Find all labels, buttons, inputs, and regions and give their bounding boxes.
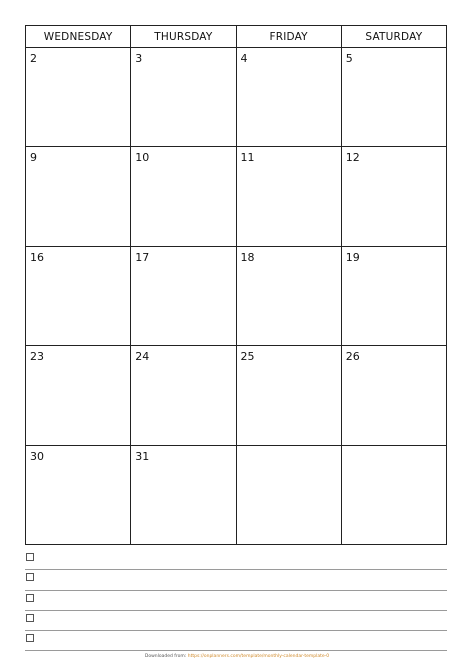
day-number: 3 — [135, 52, 143, 65]
note-line[interactable] — [25, 631, 447, 651]
day-cell — [236, 246, 341, 345]
day-number: 17 — [135, 250, 150, 264]
day-cell — [341, 48, 446, 147]
week-row — [26, 346, 447, 445]
day-number: 18 — [240, 250, 255, 264]
checkbox-icon[interactable] — [26, 553, 34, 561]
weekday-header-saturday: SATURDAY — [341, 26, 446, 48]
week-row — [26, 48, 447, 147]
note-line[interactable] — [25, 611, 447, 631]
day-cell — [26, 445, 131, 544]
calendar-grid — [25, 25, 447, 545]
day-number: 30 — [30, 449, 44, 463]
day-cell — [26, 346, 131, 445]
day-cell — [26, 246, 131, 345]
day-number: 5 — [345, 52, 353, 65]
footer-link[interactable]: https://onplanners.com/template/monthly-calendar-template-0 — [187, 654, 330, 659]
note-line[interactable] — [25, 570, 447, 590]
weekday-header-row — [26, 26, 447, 48]
notes-checklist — [25, 550, 447, 651]
day-number: 16 — [30, 250, 44, 264]
day-cell — [131, 246, 236, 345]
checkbox-icon[interactable] — [26, 614, 34, 622]
day-cell — [26, 147, 131, 246]
day-cell — [236, 147, 341, 246]
day-cell — [236, 346, 341, 445]
checkbox-icon[interactable] — [26, 573, 34, 581]
day-number: 9 — [30, 151, 37, 165]
day-cell — [26, 48, 131, 147]
day-number: 19 — [345, 250, 360, 264]
day-number: 24 — [135, 350, 150, 364]
day-number: 11 — [240, 151, 255, 165]
day-cell — [236, 48, 341, 147]
weekday-header-wednesday: WEDNESDAY — [26, 26, 131, 48]
day-number: 10 — [135, 151, 150, 165]
note-line[interactable] — [25, 550, 447, 570]
day-cell — [131, 48, 236, 147]
day-cell — [131, 147, 236, 246]
day-number: 23 — [30, 350, 44, 364]
day-number: 26 — [345, 350, 360, 364]
day-cell — [236, 445, 341, 544]
footer — [0, 654, 474, 659]
week-row — [26, 445, 447, 544]
day-cell — [341, 346, 446, 445]
footer-prefix: Downloaded from: — [144, 654, 187, 659]
checkbox-icon[interactable] — [26, 634, 34, 642]
checkbox-icon[interactable] — [26, 594, 34, 602]
day-cell — [341, 147, 446, 246]
day-number: 25 — [240, 350, 255, 364]
day-number: 12 — [345, 151, 360, 165]
day-number: 4 — [240, 52, 248, 65]
day-number: 2 — [30, 52, 37, 65]
weekday-header-thursday: THURSDAY — [131, 26, 236, 48]
day-cell — [131, 346, 236, 445]
day-cell — [131, 445, 236, 544]
note-line[interactable] — [25, 591, 447, 611]
week-row — [26, 246, 447, 345]
week-row — [26, 147, 447, 246]
day-number: 31 — [135, 449, 150, 463]
weekday-header-friday: FRIDAY — [236, 26, 341, 48]
day-cell — [341, 246, 446, 345]
day-cell — [341, 445, 446, 544]
